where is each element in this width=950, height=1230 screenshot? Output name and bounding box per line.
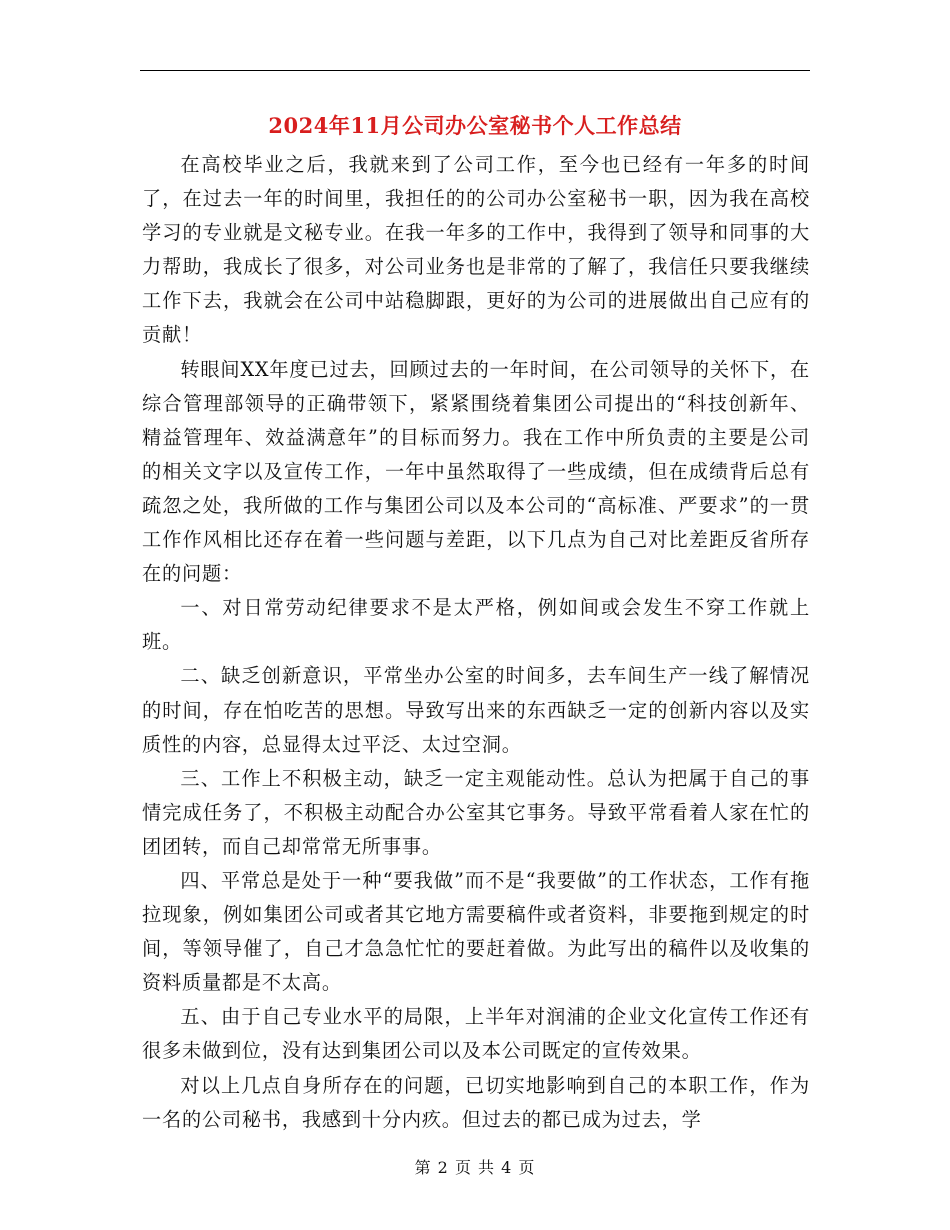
document-title: 2024年11月公司办公室秘书个人工作总结 [268, 113, 682, 138]
paragraph-1: 在高校毕业之后，我就来到了公司工作，至今也已经有一年多的时间了，在过去一年的时间里，我担任的的公司办公室秘书一职，因为我在高校学习的专业就是文秘专业。在我一年多的工作中，我得到了领导和同事的大力帮助，我成长了很多，对公司业务也是非常的了解了，我信任只要我继续工作下去，我就会在公司中站稳脚跟，更好的为公司的进展做出自己应有的贡献！ [142, 153, 810, 347]
header-rule [140, 70, 810, 71]
paragraph-4: 二、缺乏创新意识，平常坐办公室的时间多，去车间生产一线了解情况的时间，存在怕吃苦的思想。导致写出来的东西缺乏一定的创新内容以及实质性的内容，总显得太过平泛、太过空洞。 [142, 664, 810, 756]
page-footer: 第 2 页 共 4 页 [414, 1158, 536, 1177]
paragraph-2: 转眼间XX年度已过去，回顾过去的一年时间，在公司领导的关怀下，在综合管理部领导的正确带领下，紧紧围绕着集团公司提出的“科技创新年、精益管理年、效益满意年”的目标而努力。我在工作中所负责的主要是公司的相关文字以及宣传工作，一年中虽然取得了一些成绩，但在成绩背后总有疏忽之处，我所做的工作与集团公司以及本公司的“高标准、严要求”的一贯工作作风相比还存在着一些问题与差距，以下几点为自己对比差距反省所存在的问题： [142, 357, 810, 586]
paragraph-8: 对以上几点自身所存在的问题，已切实地影响到自己的本职工作，作为一名的公司秘书，我感到十分内疚。但过去的都已成为过去，学 [142, 1073, 810, 1131]
paragraph-3: 一、对日常劳动纪律要求不是太严格，例如间或会发生不穿工作就上班。 [142, 596, 810, 654]
paragraph-6: 四、平常总是处于一种“要我做”而不是“我要做”的工作状态，工作有拖拉现象，例如集团公司或者其它地方需要稿件或者资料，非要拖到规定的时间，等领导催了，自己才急急忙忙的要赶着做。为此写出的稿件以及收集的资料质量都是不太高。 [142, 868, 810, 995]
paragraph-5: 三、工作上不积极主动，缺乏一定主观能动性。总认为把属于自己的事情完成任务了，不积极主动配合办公室其它事务。导致平常看着人家在忙的团团转，而自己却常常无所事事。 [142, 766, 810, 858]
document-body [142, 148, 810, 1137]
paragraph-7: 五、由于自己专业水平的局限，上半年对润浦的企业文化宣传工作还有很多未做到位，没有达到集团公司以及本公司既定的宣传效果。 [142, 1005, 810, 1063]
